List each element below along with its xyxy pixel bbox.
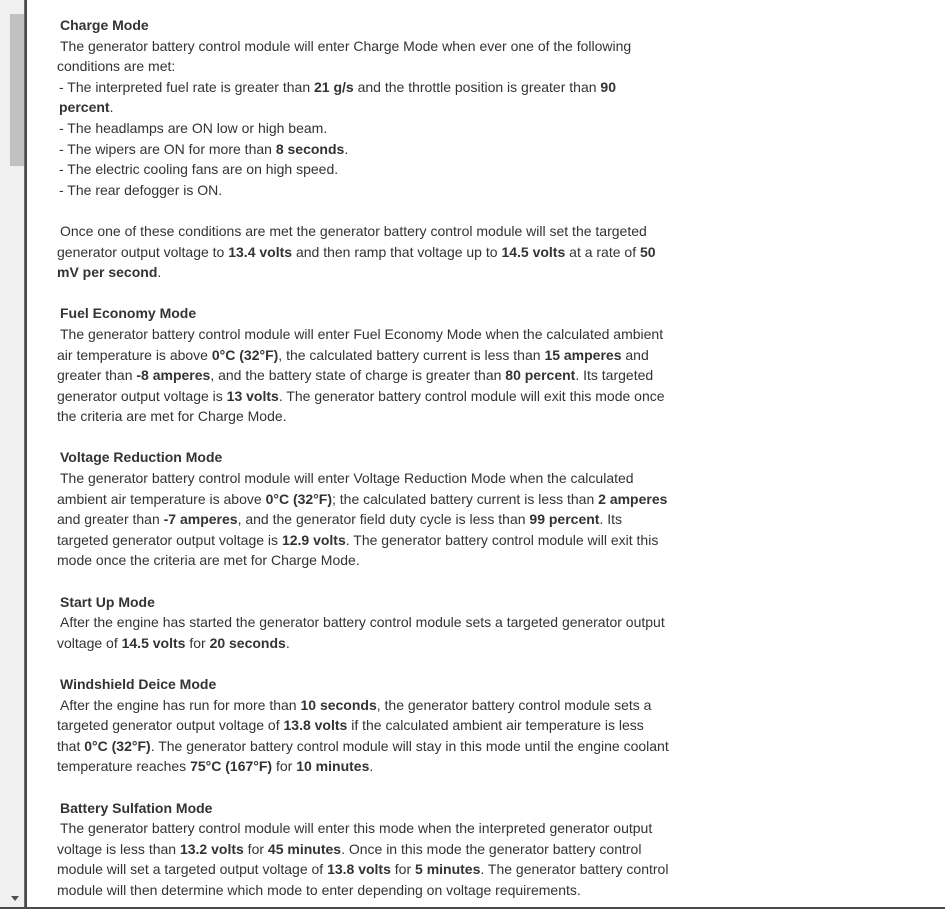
section-intro: The generator battery control module will enter Charge Mode when ever one of the following conditions are met:	[57, 37, 632, 75]
list-item: - The headlamps are ON low or high beam.	[59, 119, 328, 136]
bold-value: 90 percent	[59, 78, 616, 116]
list-item: - The wipers are ON for more than 8 seconds.	[59, 140, 349, 157]
section-title: Voltage Reduction Mode	[60, 449, 223, 466]
section-body: The generator battery control module will enter Voltage Reduction Mode when the calculated ambient air temperature is above 0°C (32°F); the calculated battery current is less than 2 amperes and greater than -7 amperes, and the generator field duty cycle is less than 99 percent. Its targeted generator output voltage is 12.9 volts. The generator battery control module will exit this mode once the criteria are met for Charge Mode.	[57, 470, 668, 569]
bold-value: 5 minutes	[415, 861, 481, 878]
section-body: Once one of these conditions are met the generator battery control module will set the targeted generator output voltage to 13.4 volts and then ramp that voltage up to 14.5 volts at a rate of 50 mV per second.	[57, 222, 656, 281]
bold-value: 0°C (32°F)	[211, 346, 279, 363]
scrollbar-thumb[interactable]	[10, 14, 24, 166]
vertical-scrollbar[interactable]	[0, 0, 25, 909]
bold-value: 10 seconds	[300, 696, 377, 713]
section-title: Battery Sulfation Mode	[60, 799, 213, 816]
bold-value: 99 percent	[529, 511, 600, 528]
section-body: The generator battery control module will enter Fuel Economy Mode when the calculated ambient air temperature is above 0°C (32°F), the calculated battery current is less than 15 amperes and greater than -8 amperes, and the battery state of charge is greater than 80 percent. Its targeted generator output voltage is 13 volts. The generator battery control module will exit this mode once the criteria are met for Charge Mode.	[57, 325, 665, 425]
section-voltage-reduction-mode	[57, 447, 669, 571]
section-title: Charge Mode	[60, 17, 149, 33]
bold-value: 80 percent	[505, 367, 576, 384]
section-body: The generator battery control module will enter this mode when the interpreted generator output voltage is less than 13.2 volts for 45 minutes. Once in this mode the generator battery control module will set a targeted output voltage of 13.8 volts for 5 minutes. The generator battery control module will then determine which mode to enter depending on voltage requirements.	[57, 820, 669, 898]
section-fuel-economy-mode	[57, 303, 669, 427]
content-left-border	[25, 0, 27, 909]
bold-value: -8 amperes	[136, 367, 211, 384]
section-title: Windshield Deice Mode	[60, 676, 217, 692]
section-body: After the engine has run for more than 10 seconds, the generator battery control module sets a targeted generator output voltage of 13.8 volts if the calculated ambient air temperature is less that 0°C (32°F). The generator battery control module will stay in this mode until the engine coolant temperature reaches 75°C (167°F) for 10 minutes.	[57, 696, 669, 775]
bold-value: -7 amperes	[163, 511, 238, 528]
bold-value: 20 seconds	[209, 634, 286, 651]
bold-value: 13.8 volts	[283, 717, 348, 734]
section-charge-mode-ramp	[57, 221, 669, 283]
bold-value: 8 seconds	[275, 140, 345, 157]
document-content	[57, 15, 669, 921]
bold-value: 13.2 volts	[179, 840, 244, 857]
section-windshield-deice-mode	[57, 674, 669, 777]
condition-list	[57, 77, 669, 201]
bold-value: 21 g/s	[314, 78, 354, 95]
bold-value: 15 amperes	[544, 346, 622, 363]
scroll-down-arrow-icon[interactable]	[11, 896, 19, 901]
section-battery-sulfation-mode	[57, 798, 669, 901]
bold-value: 13.8 volts	[327, 861, 391, 878]
section-title: Start Up Mode	[60, 593, 155, 610]
section-title: Fuel Economy Mode	[60, 305, 197, 322]
bold-value: 2 amperes	[598, 490, 668, 507]
bold-value: 13 volts	[226, 387, 279, 404]
list-item: - The electric cooling fans are on high speed.	[59, 161, 339, 178]
bold-value: 45 minutes	[267, 840, 342, 857]
section-charge-mode	[57, 15, 669, 200]
bold-value: 13.4 volts	[228, 243, 293, 260]
bold-value: 0°C (32°F)	[265, 490, 332, 507]
bold-value: 75°C (167°F)	[190, 758, 273, 775]
section-body: After the engine has started the generator battery control module sets a targeted generator output voltage of 14.5 volts for 20 seconds.	[57, 614, 665, 651]
bold-value: 14.5 volts	[121, 634, 186, 651]
bold-value: 0°C (32°F)	[84, 737, 151, 754]
list-item: - The interpreted fuel rate is greater than 21 g/s and the throttle position is greater than 90 percent.	[59, 78, 616, 116]
bold-value: 14.5 volts	[501, 243, 566, 260]
bold-value: 12.9 volts	[281, 531, 346, 548]
bold-value: 50 mV per second	[57, 243, 656, 281]
section-start-up-mode	[57, 592, 669, 654]
list-item: - The rear defogger is ON.	[59, 181, 223, 198]
bold-value: 10 minutes	[296, 758, 370, 775]
